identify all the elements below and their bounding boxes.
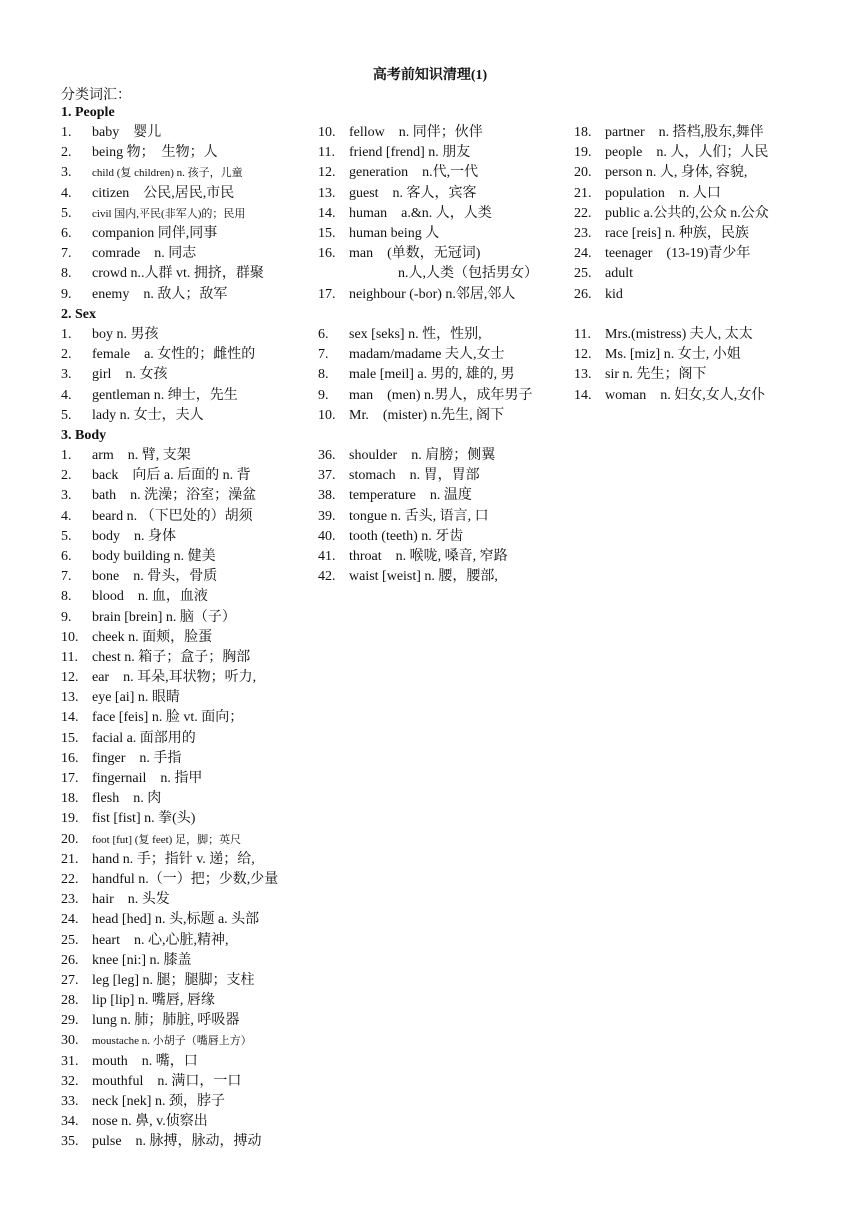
entry-text: citizen 公民,居民,市民 — [92, 185, 235, 201]
entry-number: 26. — [574, 286, 592, 302]
vocab-entry — [318, 325, 568, 345]
entry-text: bone n. 骨头，骨质 — [92, 569, 218, 585]
entry-number: 39. — [318, 508, 336, 524]
vocab-entry — [318, 507, 568, 527]
entry-number: 6. — [61, 225, 72, 241]
entry-text: sir n. 先生；阁下 — [605, 367, 707, 383]
entry-number: 33. — [61, 1094, 79, 1109]
entry-text: partner n. 搭档,股东,舞伴 — [605, 125, 764, 140]
vocab-entry — [318, 527, 568, 547]
entry-number: 12. — [318, 165, 336, 181]
entry-number: 3. — [61, 488, 72, 504]
vocab-entry — [61, 406, 311, 426]
page-title: 高考前知识清理(1) — [372, 68, 488, 83]
entry-number: 10. — [318, 125, 336, 140]
vocab-entry — [61, 123, 311, 143]
entry-text: sex [seks] n. 性，性别, — [349, 327, 482, 342]
entry-number: 8. — [61, 266, 72, 282]
vocab-entry — [61, 143, 311, 163]
vocab-entry — [61, 244, 311, 264]
entry-number: 30. — [61, 1033, 79, 1049]
entry-text: generation n.代,一代 — [349, 165, 479, 181]
entry-number: 2. — [61, 145, 72, 161]
vocab-entry — [61, 1092, 311, 1112]
body-col2 — [318, 446, 568, 587]
vocab-entry — [61, 769, 311, 789]
vocab-entry — [61, 527, 311, 547]
entry-number: 2. — [61, 468, 72, 484]
entry-text: fist [fist] n. 拳(头) — [92, 811, 196, 827]
vocab-entry — [574, 163, 834, 183]
vocab-entry — [61, 547, 311, 567]
entry-number: 21. — [61, 851, 79, 867]
entry-number: 28. — [61, 993, 79, 1009]
vocab-entry — [61, 789, 311, 809]
entry-number: 20. — [574, 165, 592, 181]
vocab-entry — [318, 567, 568, 587]
entry-text: blood n. 血，血液 — [92, 589, 208, 605]
entry-number: 22. — [574, 205, 592, 221]
entry-number: 9. — [318, 387, 329, 403]
entry-number: 8. — [318, 367, 329, 383]
entry-number: 41. — [318, 548, 336, 564]
entry-text: guest n. 客人，宾客 — [349, 185, 477, 201]
entry-number: 25. — [61, 932, 79, 948]
entry-number: 22. — [61, 871, 79, 887]
vocab-entry — [61, 507, 311, 527]
vocab-entry — [318, 123, 568, 143]
entry-number: 24. — [61, 912, 79, 928]
vocab-entry — [574, 365, 834, 385]
vocab-entry — [61, 951, 311, 971]
entry-number: 42. — [318, 569, 336, 585]
entry-number: 3. — [61, 367, 72, 383]
entry-text: bath n. 洗澡；浴室；澡盆 — [92, 488, 257, 504]
vocab-entry — [61, 890, 311, 910]
sex-col1 — [61, 325, 311, 426]
entry-text: face [feis] n. 脸 vt. 面向； — [92, 710, 244, 726]
vocab-entry — [61, 1031, 311, 1051]
vocab-entry — [318, 486, 568, 506]
entry-text: back 向后 a. 后面的 n. 背 — [92, 468, 251, 484]
entry-text: Mr. (mister) n.先生, 阁下 — [349, 407, 505, 423]
entry-text: child (复 children) n. 孩子，儿童 — [92, 167, 243, 180]
entry-number: 9. — [61, 286, 72, 302]
entry-text: handful n.（一）把；少数,少量 — [92, 871, 279, 887]
entry-number: 15. — [318, 225, 336, 241]
entry-text: stomach n. 胃，胃部 — [349, 468, 480, 484]
entry-text: Ms. [miz] n. 女士, 小姐 — [605, 347, 741, 363]
entry-text: ear n. 耳朵,耳状物；听力, — [92, 670, 257, 686]
vocab-entry — [61, 285, 311, 305]
vocab-entry — [574, 224, 834, 244]
entry-text: fingernail n. 指甲 — [92, 771, 203, 786]
entry-number: 17. — [61, 771, 79, 786]
vocab-entry — [318, 446, 568, 466]
entry-text: brain [brein] n. 脑（子） — [92, 609, 236, 625]
entry-number: 27. — [61, 972, 79, 988]
entry-number: 32. — [61, 1073, 79, 1089]
entry-text: crowd n..人群 vt. 拥挤，群聚 — [92, 266, 264, 282]
entry-text: lady n. 女士，夫人 — [92, 407, 204, 423]
entry-text: n.人,人类（包括男女） — [398, 266, 538, 282]
entry-number: 18. — [61, 791, 79, 807]
entry-number: 7. — [61, 569, 72, 585]
vocab-entry — [61, 486, 311, 506]
vocab-entry — [61, 749, 311, 769]
vocab-entry — [61, 264, 311, 284]
entry-number: 12. — [574, 347, 592, 363]
entry-text: female a. 女性的；雌性的 — [92, 347, 256, 363]
vocab-entry — [574, 184, 834, 204]
entry-text: cheek n. 面颊，脸蛋 — [92, 629, 213, 645]
vocab-entry — [61, 446, 311, 466]
vocab-entry — [61, 1132, 311, 1152]
entry-number: 10. — [61, 629, 79, 645]
entry-number: 31. — [61, 1053, 79, 1069]
entry-number: 4. — [61, 387, 72, 403]
entry-text: waist [weist] n. 腰，腰部, — [349, 569, 498, 585]
vocab-entry — [61, 567, 311, 587]
entry-number: 1. — [61, 327, 72, 342]
entry-text: friend [frend] n. 朋友 — [349, 145, 471, 161]
entry-text: pulse n. 脉搏，脉动，搏动 — [92, 1134, 262, 1150]
people-col1 — [61, 123, 311, 305]
entry-text: tooth (teeth) n. 牙齿 — [349, 528, 464, 544]
entry-number: 4. — [61, 185, 72, 201]
entry-text: eye [ai] n. 眼睛 — [92, 690, 180, 706]
entry-text: moustache n. 小胡子（嘴唇上方） — [92, 1035, 252, 1048]
entry-text: teenager (13-19)青少年 — [605, 246, 751, 262]
vocab-entry — [61, 668, 311, 688]
entry-number: 24. — [574, 246, 592, 262]
entry-number: 12. — [61, 670, 79, 686]
entry-text: flesh n. 肉 — [92, 791, 162, 807]
vocab-entry — [574, 285, 834, 305]
vocab-entry — [61, 466, 311, 486]
entry-text: hair n. 头发 — [92, 892, 170, 908]
entry-text: knee [ni:] n. 膝盖 — [92, 952, 192, 968]
vocab-entry — [61, 708, 311, 728]
entry-number: 34. — [61, 1114, 79, 1130]
entry-text: beard n. （下巴处的）胡须 — [92, 508, 253, 524]
vocab-entry — [318, 386, 568, 406]
entry-text: gentleman n. 绅士，先生 — [92, 387, 238, 403]
vocab-entry — [61, 830, 311, 850]
entry-number: 17. — [318, 286, 336, 302]
entry-text: shoulder n. 肩膀；侧翼 — [349, 448, 496, 463]
entry-text: people n. 人，人们；人民 — [605, 145, 769, 161]
entry-text: lung n. 肺；肺脏, 呼吸器 — [92, 1013, 240, 1029]
entry-text: temperature n. 温度 — [349, 488, 472, 504]
vocab-entry — [61, 809, 311, 829]
vocab-entry — [318, 466, 568, 486]
entry-text: finger n. 手指 — [92, 750, 182, 766]
vocab-entry — [61, 365, 311, 385]
vocab-entry — [61, 1011, 311, 1031]
entry-text: nose n. 鼻, v.侦察出 — [92, 1114, 208, 1130]
section-header-sex: 2. Sex — [61, 307, 96, 322]
entry-text: adult — [605, 266, 633, 282]
entry-text: heart n. 心,心脏,精神, — [92, 932, 229, 948]
vocab-entry — [61, 1052, 311, 1072]
entry-text: body building n. 健美 — [92, 548, 216, 564]
vocab-entry — [61, 931, 311, 951]
entry-text: human a.&n. 人，人类 — [349, 205, 492, 221]
entry-text: comrade n. 同志 — [92, 246, 197, 262]
subtitle: 分类词汇： — [61, 88, 131, 103]
entry-text: lip [lip] n. 嘴唇, 唇缘 — [92, 993, 215, 1009]
vocab-entry — [61, 1072, 311, 1092]
body-col1 — [61, 446, 311, 1153]
entry-text: civil 国内,平民(非军人)的；民用 — [92, 207, 246, 220]
entry-number: 37. — [318, 468, 336, 484]
entry-number: 18. — [574, 125, 592, 140]
entry-number: 29. — [61, 1013, 79, 1029]
entry-number: 38. — [318, 488, 336, 504]
entry-text: race [reis] n. 种族，民族 — [605, 225, 749, 241]
vocab-entry — [318, 345, 568, 365]
entry-number: 25. — [574, 266, 592, 282]
entry-number: 40. — [318, 528, 336, 544]
vocab-entry — [574, 204, 834, 224]
entry-text: baby 婴儿 — [92, 125, 162, 140]
vocab-entry — [574, 345, 834, 365]
entry-text: being 物； 生物；人 — [92, 145, 218, 161]
vocab-entry — [318, 143, 568, 163]
entry-text: girl n. 女孩 — [92, 367, 168, 383]
entry-number: 7. — [318, 347, 329, 363]
entry-number: 19. — [574, 145, 592, 161]
vocab-entry — [61, 608, 311, 628]
entry-number: 14. — [61, 710, 79, 726]
entry-number: 10. — [318, 407, 336, 423]
entry-text: hand n. 手；指针 v. 递；给, — [92, 851, 255, 867]
entry-number: 9. — [61, 609, 72, 625]
entry-text: boy n. 男孩 — [92, 327, 159, 342]
entry-number: 21. — [574, 185, 592, 201]
entry-text: public a.公共的,公众 n.公众 — [605, 205, 769, 221]
entry-text: tongue n. 舌头, 语言, 口 — [349, 508, 489, 524]
vocab-entry — [61, 628, 311, 648]
entry-number: 16. — [318, 246, 336, 262]
entry-number: 1. — [61, 125, 72, 140]
sex-col3 — [574, 325, 834, 406]
vocab-entry — [574, 325, 834, 345]
vocab-entry — [318, 547, 568, 567]
entry-number: 16. — [61, 750, 79, 766]
vocab-entry — [61, 386, 311, 406]
entry-text: human being 人 — [349, 225, 440, 241]
entry-text: throat n. 喉咙, 嗓音, 窄路 — [349, 548, 508, 564]
entry-text: person n. 人, 身体, 容貌, — [605, 165, 748, 181]
entry-number: 11. — [574, 327, 591, 342]
entry-number: 13. — [61, 690, 79, 706]
vocab-entry — [61, 729, 311, 749]
entry-number: 6. — [61, 548, 72, 564]
entry-number: 8. — [61, 589, 72, 605]
entry-number: 1. — [61, 448, 72, 463]
entry-text: man (men) n.男人，成年男子 — [349, 387, 533, 403]
vocab-entry — [318, 204, 568, 224]
entry-number: 11. — [318, 145, 335, 161]
vocab-entry — [61, 991, 311, 1011]
entry-text: facial a. 面部用的 — [92, 730, 196, 746]
entry-number: 3. — [61, 165, 72, 181]
vocab-entry — [61, 325, 311, 345]
vocab-entry — [318, 244, 568, 264]
vocab-entry — [318, 365, 568, 385]
entry-number: 6. — [318, 327, 329, 342]
entry-text: male [meil] a. 男的, 雄的, 男 — [349, 367, 515, 383]
entry-text: mouthful n. 满口，一口 — [92, 1073, 242, 1089]
vocab-entry — [574, 264, 834, 284]
vocab-entry — [318, 406, 568, 426]
vocab-entry — [318, 163, 568, 183]
vocab-entry — [574, 386, 834, 406]
entry-text: companion 同伴,同事 — [92, 225, 218, 241]
vocab-entry — [318, 224, 568, 244]
entry-text: chest n. 箱子；盒子；胸部 — [92, 649, 251, 665]
entry-number: 13. — [318, 185, 336, 201]
vocab-entry — [61, 587, 311, 607]
entry-number: 36. — [318, 448, 336, 463]
entry-text: head [hed] n. 头,标题 a. 头部 — [92, 912, 260, 928]
entry-number: 23. — [61, 892, 79, 908]
entry-number: 26. — [61, 952, 79, 968]
vocab-entry — [61, 184, 311, 204]
entry-text: neck [nek] n. 颈，脖子 — [92, 1094, 225, 1109]
vocab-entry — [318, 264, 568, 284]
vocab-entry — [318, 184, 568, 204]
entry-text: arm n. 臂, 支架 — [92, 448, 191, 463]
entry-number: 7. — [61, 246, 72, 262]
section-header-people: 1. People — [61, 105, 115, 120]
entry-text: kid — [605, 286, 623, 302]
entry-text: enemy n. 敌人；敌军 — [92, 286, 228, 302]
entry-text: man (单数，无冠词) — [349, 246, 481, 262]
entry-number: 2. — [61, 347, 72, 363]
entry-number: 13. — [574, 367, 592, 383]
people-col3 — [574, 123, 834, 305]
entry-text: population n. 人口 — [605, 185, 721, 201]
entry-number: 23. — [574, 225, 592, 241]
entry-text: madam/madame 夫人,女士 — [349, 347, 505, 363]
vocab-entry — [61, 224, 311, 244]
entry-number: 35. — [61, 1134, 79, 1150]
entry-text: woman n. 妇女,女人,女仆 — [605, 387, 766, 403]
vocab-entry — [61, 648, 311, 668]
vocab-entry — [61, 163, 311, 183]
entry-number: 11. — [61, 649, 78, 665]
entry-number: 4. — [61, 508, 72, 524]
entry-number: 5. — [61, 528, 72, 544]
vocab-entry — [61, 850, 311, 870]
entry-number: 14. — [574, 387, 592, 403]
people-col2 — [318, 123, 568, 305]
entry-number: 20. — [61, 831, 79, 847]
vocab-entry — [61, 1112, 311, 1132]
section-header-body: 3. Body — [61, 428, 107, 443]
entry-number: 15. — [61, 730, 79, 746]
entry-number: 5. — [61, 407, 72, 423]
vocab-entry — [574, 244, 834, 264]
vocab-entry — [318, 285, 568, 305]
vocab-entry — [61, 204, 311, 224]
vocab-entry — [574, 123, 834, 143]
entry-text: fellow n. 同伴；伙伴 — [349, 125, 483, 140]
vocab-entry — [61, 345, 311, 365]
entry-number: 14. — [318, 205, 336, 221]
entry-text: Mrs.(mistress) 夫人, 太太 — [605, 327, 753, 342]
entry-number: 19. — [61, 811, 79, 827]
vocab-entry — [61, 870, 311, 890]
entry-text: neighbour (-bor) n.邻居,邻人 — [349, 286, 516, 302]
sex-col2 — [318, 325, 568, 426]
entry-text: foot [fut] (复 feet) 足，脚；英尺 — [92, 833, 242, 846]
vocab-entry — [574, 143, 834, 163]
entry-text: body n. 身体 — [92, 528, 176, 544]
vocab-entry — [61, 688, 311, 708]
vocab-entry — [61, 971, 311, 991]
entry-text: mouth n. 嘴，口 — [92, 1053, 198, 1069]
entry-text: leg [leg] n. 腿；腿脚；支柱 — [92, 972, 255, 988]
vocab-entry — [61, 910, 311, 930]
entry-number: 5. — [61, 205, 72, 221]
